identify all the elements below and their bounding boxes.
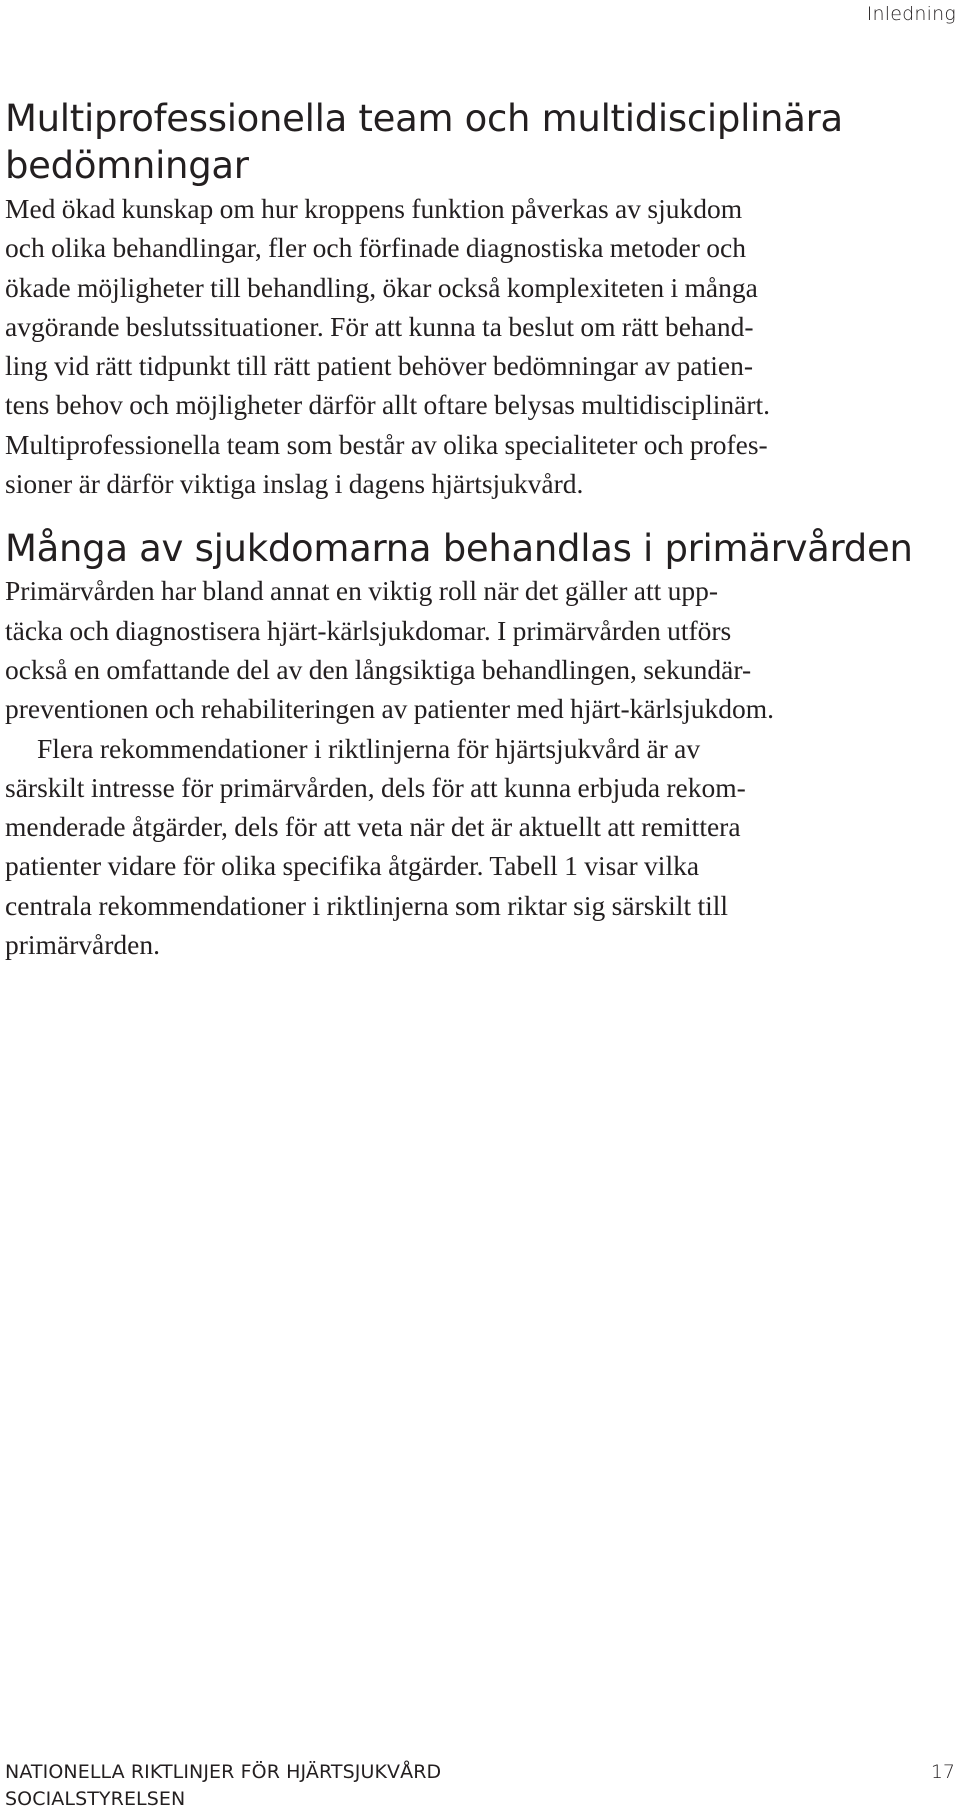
footer-publisher: SOCIALSTYRELSEN	[5, 1788, 186, 1810]
paragraph	[5, 729, 955, 965]
section-heading	[5, 95, 955, 189]
page-number: 17	[930, 1761, 955, 1783]
section-primary-care	[5, 525, 955, 964]
text-line: täcka och diagnostisera hjärt-kärlsjukdomar. I primärvården utförs	[5, 614, 732, 646]
text-line: Primärvården har bland annat en viktig roll när det gäller att upp-	[5, 575, 719, 607]
text-line: Flera rekommendationer i riktlinjerna för hjärtsjukvård är av	[37, 732, 701, 764]
paragraph	[5, 571, 955, 728]
page-content	[5, 95, 955, 964]
paragraph	[5, 189, 955, 503]
text-line: Multiprofessionella team som består av olika specialiteter och profes-	[5, 428, 768, 460]
heading-line: Många av sjukdomarna behandlas i primärvården	[5, 527, 913, 571]
section-heading	[5, 525, 955, 572]
text-line: menderade åtgärder, dels för att veta när det är aktuellt att remittera	[5, 811, 741, 843]
text-line: Med ökad kunskap om hur kroppens funktion påverkas av sjukdom	[5, 193, 743, 224]
text-line: avgörande beslutssituationer. För att kunna ta beslut om rätt behand-	[5, 310, 754, 342]
text-line: ling vid rätt tidpunkt till rätt patient behöver bedömningar av patien-	[5, 350, 754, 382]
footer-series-title: NATIONELLA RIKTLINJER FÖR HJÄRTSJUKVÅRD	[5, 1761, 442, 1783]
running-head: Inledning	[866, 3, 956, 25]
text-line: också en omfattande del av den långsiktiga behandlingen, sekundär-	[5, 653, 752, 685]
text-line: centrala rekommendationer i riktlinjerna som riktar sig särskilt till	[5, 889, 729, 921]
text-line: ökade möjligheter till behandling, ökar också komplexiteten i många	[5, 271, 758, 303]
text-line: sioner är därför viktiga inslag i dagens hjärtsjukvård.	[5, 468, 584, 500]
text-line: patienter vidare för olika specifika åtgärder. Tabell 1 visar vilka	[5, 850, 700, 882]
text-line: preventionen och rehabiliteringen av patienter med hjärt-kärlsjukdom.	[5, 693, 775, 725]
text-line: primärvården.	[5, 929, 160, 961]
heading-line: bedömningar	[5, 144, 249, 187]
text-line: särskilt intresse för primärvården, dels för att kunna erbjuda rekom-	[5, 771, 746, 803]
text-line: och olika behandlingar, fler och förfinade diagnostiska metoder och	[5, 232, 746, 264]
heading-line: Multiprofessionella team och multidisciplinära	[5, 97, 843, 140]
section-multiprofessional-teams	[5, 95, 955, 503]
text-line: tens behov och möjligheter därför allt oftare belysas multidisciplinärt.	[5, 389, 771, 421]
